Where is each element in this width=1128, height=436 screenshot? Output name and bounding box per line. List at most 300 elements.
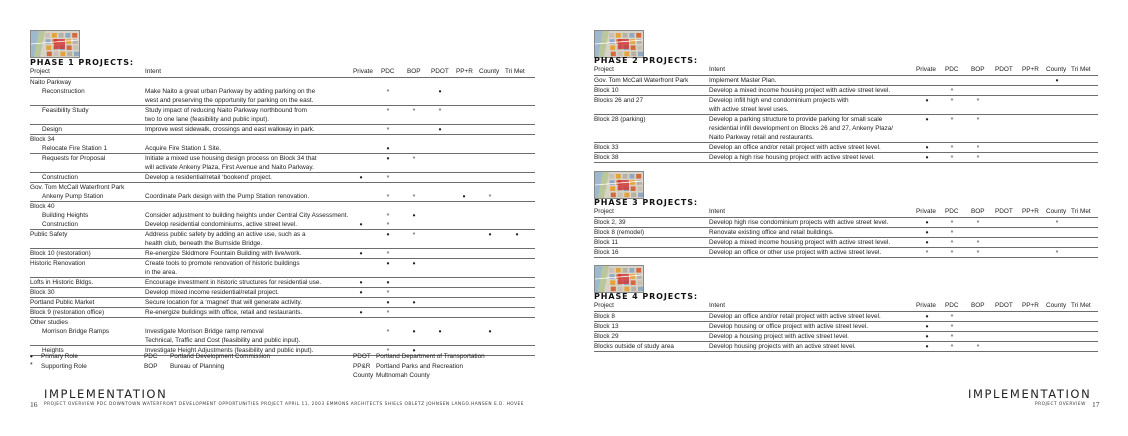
- project-name: [30, 135, 55, 144]
- column-header-trimet: Tri Met: [1071, 302, 1091, 309]
- supporting-role-mark-pdc: *: [950, 88, 954, 95]
- legend-name-pdc: Portland Development Commission: [170, 353, 271, 360]
- table-header: [30, 68, 535, 78]
- project-name: [30, 308, 104, 317]
- project-name-line: Lofts in Historic Bldgs.: [30, 279, 94, 286]
- table-row: [594, 248, 1098, 258]
- supporting-role-mark-county: *: [1055, 250, 1059, 257]
- legend-name-county: Multnomah County: [376, 372, 430, 379]
- primary-role-mark-private: •: [925, 143, 929, 152]
- intent-text: [145, 230, 306, 248]
- intent-line: Develop a residential/retail ‘bookend’ project.: [145, 174, 272, 181]
- project-name-line: Portland Public Market: [30, 299, 95, 306]
- table-row: [594, 76, 1098, 86]
- project-name-line: Feasibility Study: [42, 107, 89, 114]
- project-name: [594, 228, 644, 237]
- column-header-intent: Intent: [709, 208, 725, 215]
- table-row: [594, 143, 1098, 153]
- supporting-role-mark-county: *: [488, 194, 492, 201]
- column-header-intent: Intent: [145, 68, 161, 75]
- column-header-project: Project: [30, 68, 50, 75]
- supporting-role-mark-county: *: [1055, 220, 1059, 227]
- project-name-line: Block 10 (restoration): [30, 250, 91, 257]
- primary-role-mark-private: •: [925, 322, 929, 331]
- project-name: [594, 143, 619, 152]
- project-name-line: Block 33: [594, 144, 619, 151]
- column-header-ppr: PP+R: [1022, 66, 1039, 73]
- intent-line: Secure location for a ‘magnet’ that will generate activity.: [145, 299, 303, 306]
- intent-text: [145, 154, 317, 172]
- supporting-role-mark-bop: *: [976, 98, 980, 105]
- phase-2-table: [594, 66, 1098, 163]
- primary-role-mark-private: •: [925, 96, 929, 105]
- intent-text: [709, 248, 881, 257]
- project-name: [30, 259, 85, 268]
- primary-role-mark-pdc: •: [386, 259, 390, 268]
- intent-line: Coordinate Park design with the Pump Station renovation.: [145, 193, 310, 200]
- intent-line: Encourage investment in historic structures for residential use.: [145, 279, 322, 286]
- table-row: [30, 154, 535, 173]
- intent-text: [145, 327, 300, 345]
- column-header-private: Private: [916, 66, 936, 73]
- column-header-pdot: PDOT: [995, 66, 1013, 73]
- column-header-project: Project: [594, 302, 614, 309]
- legend-abbr-county: County: [353, 372, 374, 379]
- column-header-project: Project: [594, 208, 614, 215]
- supporting-role-mark-pdc: *: [950, 250, 954, 257]
- page-number-left: 16: [30, 400, 38, 409]
- intent-text: [709, 76, 776, 85]
- intent-line: residential infill development on Blocks 26 and 27, Ankeny Plaza/: [709, 125, 894, 132]
- primary-role-mark-private: •: [925, 153, 929, 162]
- intent-line: Investigate Height Adjustments (feasibility and public input).: [145, 347, 314, 354]
- project-name-line: Block 2, 39: [594, 219, 626, 226]
- table-row: [594, 312, 1098, 322]
- primary-role-mark-county: •: [488, 327, 492, 336]
- intent-line: Implement Master Plan.: [709, 77, 777, 84]
- column-header-intent: Intent: [709, 66, 725, 73]
- primary-role-mark-pdc: •: [386, 298, 390, 307]
- project-name-line: Block 8 (remodel): [594, 229, 645, 236]
- intent-line: Develop an office or other use project with active street level.: [709, 249, 882, 256]
- phase-3-table: [594, 208, 1098, 258]
- intent-text: [145, 125, 315, 134]
- project-name: [42, 173, 78, 182]
- primary-role-mark-bop: •: [412, 346, 416, 355]
- primary-role-symbol: •: [30, 352, 33, 361]
- table-row: [30, 278, 535, 288]
- table-row: [594, 342, 1098, 352]
- table-row: [30, 298, 535, 308]
- phase-3-map-thumbnail: [594, 171, 644, 199]
- supporting-role-mark-pdc: *: [950, 334, 954, 341]
- intent-line: Address public safety by adding an active use, such as a: [145, 231, 306, 238]
- intent-line: Acquire Fire Station 1 Site.: [145, 145, 222, 152]
- intent-line: Improve west sidewalk, crossings and east walkway in park.: [145, 126, 315, 133]
- column-header-county: County: [1046, 302, 1067, 309]
- phase-1-map-thumbnail: [30, 30, 80, 58]
- intent-line: Study impact of reducing Naito Parkway northbound from: [145, 107, 307, 114]
- project-name-line: Block 11: [594, 239, 619, 246]
- primary-role-mark-county: •: [1055, 76, 1059, 85]
- project-name-line: Blocks 26 and 27: [594, 97, 644, 104]
- supporting-role-mark-pdc: *: [950, 145, 954, 152]
- intent-text: [709, 332, 849, 341]
- intent-text: [145, 173, 272, 182]
- project-name: [30, 318, 68, 327]
- primary-role-label: Primary Role: [41, 353, 78, 360]
- primary-role-mark-private: •: [359, 288, 363, 297]
- project-name: [594, 86, 619, 95]
- project-name-line: Public Safety: [30, 231, 68, 238]
- supporting-role-mark-pdc: *: [950, 155, 954, 162]
- table-row: [30, 308, 535, 318]
- project-name-line: Block 38: [594, 154, 619, 161]
- project-name-line: Block 9 (restoration office): [30, 309, 105, 316]
- intent-text: [709, 153, 875, 162]
- column-header-pdot: PDOT: [995, 208, 1013, 215]
- project-name: [42, 327, 109, 336]
- supporting-role-mark-bop: *: [976, 145, 980, 152]
- legend-abbr-pdot: PDOT: [353, 353, 371, 360]
- table-row: [30, 78, 535, 87]
- table-row: [30, 202, 535, 211]
- column-header-private: Private: [916, 208, 936, 215]
- project-name-line: Heights: [42, 347, 64, 354]
- column-header-ppr: PP+R: [1022, 208, 1039, 215]
- project-name-line: Block 8: [594, 313, 615, 320]
- supporting-role-mark-pdc: *: [386, 127, 390, 134]
- table-row: [594, 228, 1098, 238]
- project-name: [30, 230, 67, 239]
- phase-3-title: PHASE 3 PROJECTS:: [594, 198, 698, 207]
- project-name: [30, 78, 71, 87]
- intent-text: [709, 96, 849, 114]
- intent-line: Re-energize buildings with office, retail and restaurants.: [145, 309, 303, 316]
- table-row: [30, 173, 535, 183]
- intent-line: in the area.: [145, 269, 177, 276]
- right-page: [564, 0, 1128, 436]
- intent-line: Consider adjustment to building heights under Central City Assessment.: [145, 212, 349, 219]
- footer-title-right: IMPLEMENTATION: [968, 387, 1092, 401]
- table-row: [30, 192, 535, 202]
- project-name-line: Requests for Proposal: [42, 155, 106, 162]
- primary-role-mark-pdc: •: [386, 144, 390, 153]
- intent-line: Develop a high rise housing project with active street level.: [709, 154, 875, 161]
- supporting-role-mark-bop: *: [976, 117, 980, 124]
- supporting-role-mark-bop: *: [412, 194, 416, 201]
- legend-name-pdot: Portland Department of Transportation: [376, 353, 485, 360]
- primary-role-mark-private: •: [925, 218, 929, 227]
- supporting-role-mark-pdc: *: [386, 213, 390, 220]
- project-name: [30, 278, 93, 287]
- supporting-role-mark-bop: *: [976, 344, 980, 351]
- supporting-role-mark-pdc: *: [950, 98, 954, 105]
- column-header-pdc: PDC: [945, 208, 959, 215]
- table-row: [30, 106, 535, 125]
- column-header-bop: BOP: [971, 208, 985, 215]
- table-header: [594, 302, 1098, 312]
- project-name-line: Historic Renovation: [30, 260, 86, 267]
- intent-line: Renovate existing office and retail buildings.: [709, 229, 834, 236]
- intent-line: Technical, Traffic and Cost (feasibility and public input).: [145, 337, 301, 344]
- primary-role-mark-private: •: [925, 312, 929, 321]
- intent-line: Develop a mixed income housing project with active street level.: [709, 87, 891, 94]
- supporting-role-mark-pdc: *: [386, 348, 390, 355]
- intent-text: [145, 288, 279, 297]
- column-header-county: County: [1046, 66, 1067, 73]
- supporting-role-mark-pdc: *: [386, 89, 390, 96]
- column-header-bop: BOP: [971, 66, 985, 73]
- project-name-line: Other studies: [30, 319, 69, 326]
- supporting-role-mark-pdc: *: [950, 314, 954, 321]
- table-row: [594, 332, 1098, 342]
- phase-4-title: PHASE 4 PROJECTS:: [594, 292, 698, 301]
- column-header-county: County: [479, 68, 500, 75]
- intent-text: [709, 115, 893, 142]
- project-name-line: Blocks outside of study area: [594, 343, 674, 350]
- primary-role-mark-pdot: •: [438, 87, 442, 96]
- project-name-line: Block 13: [594, 323, 619, 330]
- table-row: [30, 87, 535, 106]
- column-header-trimet: Tri Met: [1071, 208, 1091, 215]
- project-name: [30, 249, 91, 258]
- project-name-line: Construction: [42, 174, 78, 181]
- table-row: [594, 96, 1098, 115]
- table-row: [594, 153, 1098, 163]
- primary-role-mark-private: •: [359, 173, 363, 182]
- table-row: [30, 288, 535, 298]
- intent-line: Naito Parkway retail and restaurants.: [709, 134, 814, 141]
- project-name: [594, 248, 619, 257]
- intent-text: [145, 249, 301, 258]
- intent-text: [145, 211, 348, 220]
- intent-text: [145, 87, 315, 105]
- project-name: [594, 238, 618, 247]
- footer-title-left: IMPLEMENTATION: [44, 387, 168, 401]
- intent-text: [709, 143, 881, 152]
- supporting-role-mark-pdc: *: [950, 344, 954, 351]
- project-name-line: Block 10: [594, 87, 619, 94]
- column-header-pdc: PDC: [945, 302, 959, 309]
- primary-role-mark-county: •: [488, 230, 492, 239]
- intent-text: [709, 342, 856, 351]
- supporting-role-mark-pdc: *: [950, 117, 954, 124]
- intent-text: [145, 106, 307, 124]
- table-row: [594, 115, 1098, 143]
- legend-name-bop: Bureau of Planning: [170, 363, 225, 370]
- project-name-line: Block 29: [594, 333, 619, 340]
- supporting-role-mark-pdc: *: [386, 251, 390, 258]
- column-header-pdc: PDC: [945, 66, 959, 73]
- supporting-role-mark-pdc: *: [386, 329, 390, 336]
- supporting-role-label: Supporting Role: [41, 363, 87, 370]
- supporting-role-mark-pdc: *: [950, 324, 954, 331]
- project-name-line: Block 34: [30, 136, 55, 143]
- project-name-line: Relocate Fire Station 1: [42, 145, 108, 152]
- primary-role-mark-private: •: [925, 115, 929, 124]
- project-name: [30, 298, 94, 307]
- intent-line: Develop an office and/or retail project with active street level.: [709, 144, 881, 151]
- supporting-role-mark-bop: *: [976, 155, 980, 162]
- project-name: [30, 288, 55, 297]
- primary-role-mark-bop: •: [412, 327, 416, 336]
- project-name-line: Construction: [42, 221, 78, 228]
- intent-line: health club, beneath the Burnside Bridge.: [145, 240, 263, 247]
- column-header-pdot: PDOT: [431, 68, 449, 75]
- intent-text: [145, 278, 321, 287]
- primary-role-mark-pdc: •: [386, 278, 390, 287]
- intent-line: two to one lane (feasibility and public input).: [145, 116, 269, 123]
- intent-text: [709, 228, 834, 237]
- supporting-role-mark-bop: *: [976, 220, 980, 227]
- column-header-ppr: PP+R: [1022, 302, 1039, 309]
- intent-text: [709, 218, 888, 227]
- intent-line: Investigate Morrison Bridge ramp removal: [145, 328, 264, 335]
- intent-line: Develop mixed income residential/retail project.: [145, 289, 279, 296]
- legend-abbr-ppr: PP&R: [353, 363, 371, 370]
- intent-text: [145, 259, 300, 277]
- project-name-line: Block 28 (parking): [594, 116, 646, 123]
- column-header-pdc: PDC: [381, 68, 395, 75]
- project-name-line: Gov. Tom McCall Waterfront Park: [30, 184, 125, 191]
- table-row: [30, 249, 535, 259]
- project-name: [42, 125, 62, 134]
- supporting-role-mark-pdc: *: [386, 290, 390, 297]
- intent-line: Make Naito a great urban Parkway by adding parking on the: [145, 88, 316, 95]
- intent-line: with active street level uses.: [709, 106, 789, 113]
- project-name: [42, 106, 89, 115]
- intent-line: Develop a housing project with active street level.: [709, 333, 849, 340]
- project-name: [594, 218, 626, 227]
- column-header-bop: BOP: [971, 302, 985, 309]
- primary-role-mark-private: •: [925, 332, 929, 341]
- supporting-role-symbol: *: [30, 362, 33, 369]
- supporting-role-mark-pdot: *: [438, 108, 442, 115]
- footer-subtitle-right: PROJECT OVERVIEW: [1035, 402, 1086, 407]
- column-header-intent: Intent: [709, 302, 725, 309]
- supporting-role-mark-pdc: *: [386, 108, 390, 115]
- primary-role-mark-bop: •: [412, 211, 416, 220]
- intent-text: [709, 86, 890, 95]
- supporting-role-mark-pdc: *: [950, 230, 954, 237]
- primary-role-mark-pdot: •: [438, 327, 442, 336]
- intent-text: [709, 312, 881, 321]
- project-name-line: Block 16: [594, 249, 619, 256]
- footer-subtitle-left: PROJECT OVERVIEW PDC DOWNTOWN WATERFRONT DEVELOPMENT OPPORTUNITIES PROJECT APRIL 11, 2003 EMMONS ARCHITECTS SHIELS OBLETZ JOHNSEN LANGO.HANSEN E.D. HOVEE: [44, 402, 524, 407]
- supporting-role-mark-bop: *: [412, 232, 416, 239]
- project-name-line: Design: [42, 126, 62, 133]
- project-name-line: Ankeny Pump Station: [42, 193, 104, 200]
- table-row: [30, 318, 535, 327]
- supporting-role-mark-pdc: *: [386, 175, 390, 182]
- intent-line: Re-energize Skidmore Fountain Building with live/work.: [145, 250, 302, 257]
- project-name: [594, 312, 615, 321]
- project-name: [594, 96, 643, 105]
- table-row: [30, 125, 535, 135]
- project-name-line: Morrison Bridge Ramps: [42, 328, 110, 335]
- primary-role-mark-private: •: [359, 249, 363, 258]
- primary-role-mark-bop: •: [412, 259, 416, 268]
- table-row: [594, 322, 1098, 332]
- project-name: [594, 322, 619, 331]
- column-header-ppr: PP+R: [456, 68, 473, 75]
- intent-line: Develop a parking structure to provide parking for small scale: [709, 116, 883, 123]
- phase-2-map-thumbnail: [594, 30, 644, 58]
- project-name: [594, 76, 688, 85]
- intent-text: [145, 220, 297, 229]
- table-header: [594, 208, 1098, 218]
- intent-line: Develop residential condominiums, active street level.: [145, 221, 298, 228]
- intent-line: Create tools to promote renovation of historic buildings: [145, 260, 300, 267]
- intent-line: Develop an office and/or retail project with active street level.: [709, 313, 881, 320]
- project-name: [42, 211, 88, 220]
- project-name: [42, 144, 107, 153]
- primary-role-mark-trimet: •: [515, 230, 519, 239]
- intent-line: will activate Ankeny Plaza, First Avenue and Naito Parkway.: [145, 164, 314, 171]
- supporting-role-mark-bop: *: [412, 108, 416, 115]
- primary-role-mark-private: •: [359, 278, 363, 287]
- project-name: [594, 115, 646, 124]
- phase-1-table: [30, 68, 535, 356]
- table-row: [30, 327, 535, 346]
- column-header-bop: BOP: [407, 68, 421, 75]
- role-legend: [30, 352, 540, 382]
- project-name: [42, 220, 78, 229]
- project-name: [30, 202, 55, 211]
- project-name-line: Block 30: [30, 289, 55, 296]
- legend-name-ppr: Portland Parks and Recreation: [376, 363, 464, 370]
- supporting-role-mark-pdc: *: [386, 194, 390, 201]
- table-row: [30, 259, 535, 278]
- project-name-line: Gov. Tom McCall Waterfront Park: [594, 77, 689, 84]
- supporting-role-mark-bop: *: [976, 240, 980, 247]
- primary-role-mark-private: •: [359, 308, 363, 317]
- phase-1-title: PHASE 1 PROJECTS:: [30, 58, 134, 67]
- intent-line: Develop high rise condominium projects with active street level.: [709, 219, 889, 226]
- column-header-county: County: [1046, 208, 1067, 215]
- intent-text: [145, 144, 221, 153]
- project-name: [30, 183, 124, 192]
- phase-4-table: [594, 302, 1098, 352]
- legend-abbr-bop: BOP: [144, 363, 158, 370]
- project-name: [42, 154, 105, 163]
- table-row: [594, 86, 1098, 96]
- supporting-role-mark-pdc: *: [950, 240, 954, 247]
- intent-line: Initiate a mixed use housing design process on Block 34 that: [145, 155, 317, 162]
- project-name: [594, 332, 619, 341]
- primary-role-mark-private: •: [359, 220, 363, 229]
- page-number-right: 17: [1092, 400, 1100, 409]
- column-header-pdot: PDOT: [995, 302, 1013, 309]
- intent-text: [145, 298, 302, 307]
- project-name: [594, 153, 619, 162]
- column-header-private: Private: [916, 302, 936, 309]
- intent-line: Develop a mixed income housing project with active street level.: [709, 239, 891, 246]
- column-header-trimet: Tri Met: [1071, 66, 1091, 73]
- primary-role-mark-pdc: •: [386, 154, 390, 163]
- intent-text: [709, 322, 868, 331]
- legend-abbr-pdc: PDC: [144, 353, 158, 360]
- supporting-role-mark-pdc: *: [386, 310, 390, 317]
- supporting-role-mark-pdc: *: [386, 222, 390, 229]
- project-name-line: Building Heights: [42, 212, 89, 219]
- supporting-role-mark-pdc: *: [950, 220, 954, 227]
- table-header: [594, 66, 1098, 76]
- intent-line: Develop housing projects with an active street level.: [709, 343, 856, 350]
- primary-role-mark-private: •: [925, 238, 929, 247]
- supporting-role-mark-bop: *: [412, 156, 416, 163]
